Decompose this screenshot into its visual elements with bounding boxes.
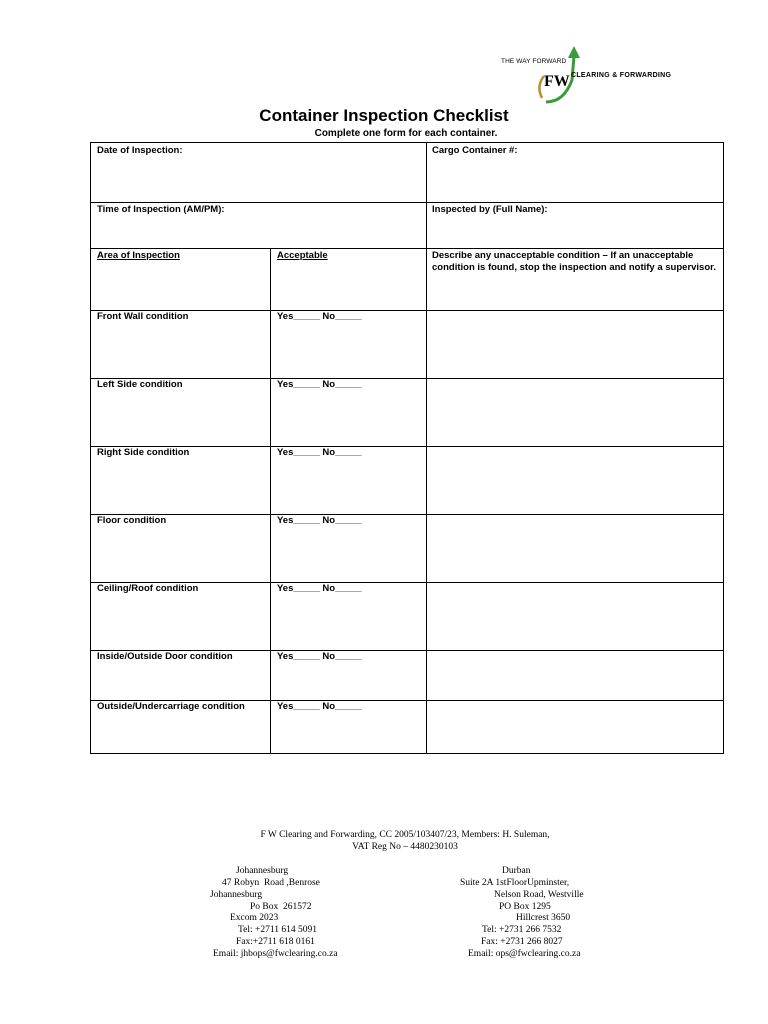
row-acceptable-field: Yes_____ No_____ bbox=[277, 515, 362, 526]
jhb-line: Johannesburg bbox=[236, 866, 289, 876]
date-of-inspection-label: Date of Inspection: bbox=[97, 145, 183, 156]
row-area-label: Floor condition bbox=[97, 515, 167, 526]
jhb-fax: Fax:+2711 618 0161 bbox=[236, 937, 315, 947]
inspection-table bbox=[90, 142, 724, 754]
column-area-header: Area of Inspection bbox=[97, 250, 180, 261]
jhb-line: Po Box 261572 bbox=[250, 902, 312, 912]
footer-vat-line: VAT Reg No – 4480230103 bbox=[352, 842, 458, 852]
row-area-label: Front Wall condition bbox=[97, 311, 189, 322]
jhb-line: Excom 2023 bbox=[230, 913, 279, 923]
jhb-email: Email: jhbops@fwclearing.co.za bbox=[213, 949, 338, 959]
column-acceptable-header: Acceptable bbox=[277, 250, 328, 261]
footer-company-line: F W Clearing and Forwarding, CC 2005/103407/23, Members: H. Suleman, bbox=[260, 830, 550, 840]
row-area-label: Ceiling/Roof condition bbox=[97, 583, 199, 594]
row-area-label: Left Side condition bbox=[97, 379, 183, 390]
row-area-label: Inside/Outside Door condition bbox=[97, 651, 233, 662]
dbn-email: Email: ops@fwclearing.co.za bbox=[468, 949, 581, 959]
logo-company-name: CLEARING & FORWARDING bbox=[571, 72, 672, 79]
jhb-line: 47 Robyn Road ,Benrose bbox=[222, 878, 320, 888]
dbn-line: PO Box 1295 bbox=[499, 902, 551, 912]
time-of-inspection-label: Time of Inspection (AM/PM): bbox=[97, 204, 225, 215]
row-acceptable-field: Yes_____ No_____ bbox=[277, 447, 362, 458]
inspected-by-label: Inspected by (Full Name): bbox=[432, 204, 548, 215]
jhb-line: Johannesburg bbox=[210, 890, 263, 900]
dbn-line: Suite 2A 1stFloorUpminster, bbox=[460, 878, 570, 888]
logo-tagline: THE WAY FORWARD bbox=[501, 58, 567, 65]
dbn-fax: Fax: +2731 266 8027 bbox=[481, 937, 563, 947]
page-subtitle: Complete one form for each container. bbox=[314, 128, 498, 139]
row-area-label: Right Side condition bbox=[97, 447, 190, 458]
page-title: Container Inspection Checklist bbox=[259, 106, 509, 125]
column-describe-header: Describe any unacceptable condition – If an unacceptable condition is found, stop the inspection and notify a supervisor. bbox=[432, 250, 716, 273]
cargo-container-label: Cargo Container #: bbox=[432, 145, 518, 156]
row-area-label: Outside/Undercarriage condition bbox=[97, 701, 245, 712]
dbn-line: Durban bbox=[502, 866, 531, 876]
dbn-phone: Tel: +2731 266 7532 bbox=[482, 925, 562, 935]
dbn-line: Hillcrest 3650 bbox=[516, 913, 571, 923]
company-logo bbox=[498, 46, 698, 106]
svg-text:FW: FW bbox=[544, 73, 570, 90]
row-acceptable-field: Yes_____ No_____ bbox=[277, 651, 362, 662]
dbn-line: Nelson Road, Westville bbox=[494, 890, 584, 900]
row-acceptable-field: Yes_____ No_____ bbox=[277, 701, 362, 712]
row-acceptable-field: Yes_____ No_____ bbox=[277, 583, 362, 594]
jhb-phone: Tel: +2711 614 5091 bbox=[238, 925, 318, 935]
row-acceptable-field: Yes_____ No_____ bbox=[277, 379, 362, 390]
row-acceptable-field: Yes_____ No_____ bbox=[277, 311, 362, 322]
